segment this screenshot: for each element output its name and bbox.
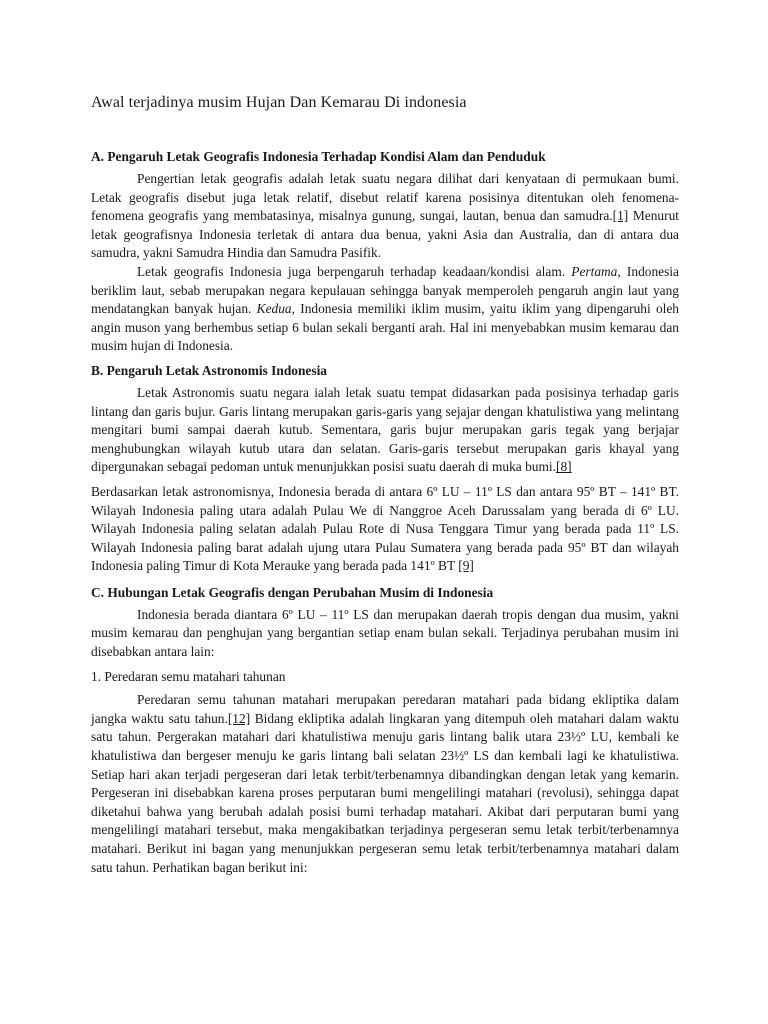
emphasis-pertama: Pertama (571, 263, 618, 279)
document-page (91, 92, 679, 883)
section-a-paragraph-2-part-a: Letak geografis Indonesia juga berpengaruh terhadap keadaan/kondisi alam. (137, 263, 572, 279)
section-a-paragraph-1-tail: Menurut letak geografisnya Indonesia terletak di antara dua benua, yakni Asia dan Australia, dan di antara dua samudra, yakni Samudra Hindia dan Samudra Pasifik. (91, 208, 679, 261)
section-c-paragraph-1: Indonesia berada diantara 6º LU – 11º LS dan merupakan daerah tropis dengan dua musim, yakni musim kemarau dan penghujan yang bergantian setiap enam bulan sekali. Terjadinya perubahan musim ini disebabkan antara lain: (91, 606, 679, 660)
section-a-paragraph-1-text: Pengertian letak geografis adalah letak suatu negara dilihat dari kenyataan di permukaan bumi. Letak geografis disebut juga letak relatif, disebut relatif karena posisinya ditentukan oleh fenomena-fenomena geografis yang membatasinya, misalnya gunung, sungai, lautan, benua dan samudra. (91, 171, 679, 224)
emphasis-kedua: Kedua (256, 301, 292, 317)
footnote-ref-8[interactable]: [8] (555, 459, 572, 475)
section-c-paragraph-2 (91, 691, 679, 877)
section-a-heading: A. Pengaruh Letak Geografis Indonesia Terhadap Kondisi Alam dan Penduduk (91, 149, 546, 164)
section-b-paragraph-2 (91, 483, 679, 576)
section-a-paragraph-2 (91, 263, 679, 356)
section-b-heading: B. Pengaruh Letak Astronomis Indonesia (91, 362, 327, 378)
section-a-paragraph-2-part-c: , Indonesia memiliki iklim musim, yaitu iklim yang dipengaruhi oleh angin muson yang berhembus setiap 6 bulan sekali berganti arah. Hal ini menyebabkan musim kemarau dan musim hujan di Indonesia. (91, 301, 680, 354)
section-c-paragraph-2-tail: Bidang ekliptika adalah lingkaran yang ditempuh oleh matahari dalam waktu satu tahun. Pergerakan matahari dari khatulistiwa menuju garis lintang balik utara 23½º LU, kembali ke khatulistiwa dan bergeser menuju ke garis lintang bali selatan 23½º LS dan kembali lagi ke khatulistiwa. Setiap hari akan terjadi pergeseran dari letak terbit/terbenamnya dibandingkan dengan letak yang kemarin. Pergeseran ini disebabkan karena proses perputaran bumi mengelilingi matahari (revolusi), sehingga dapat diketahui bahwa yang berubah adalah posisi bumi terhadap matahari. Akibat dari perputaran bumi yang mengelilingi matahari tersebut, maka mengakibatkan terjadinya pergeseran semu letak terbit/terbenamnya matahari. Berikut ini bagan yang menunjukkan pergeseran semu letak terbit/terbenamnya matahari dalam satu tahun. Perhatikan bagan berikut ini: (91, 710, 679, 875)
section-c-heading: C. Hubungan Letak Geografis dengan Perubahan Musim di Indonesia (91, 584, 494, 600)
footnote-ref-9[interactable]: [9] (458, 558, 474, 574)
section-b-paragraph-1-text: Letak Astronomis suatu negara ialah letak suatu tempat didasarkan pada posisinya terhadap garis lintang dan garis bujur. Garis lintang merupakan garis-garis yang sejajar dengan khatulistiwa yang melintang mengitari bumi sampai daerah kutub. Sementara, garis bujur merupakan garis tegak yang berjajar menghubungkan wilayah kutub utara dan selatan. Garis-garis tersebut merupakan garis khayal yang dipergunakan sebagai pedoman untuk menunjukkan posisi suatu daerah di muka bumi. (91, 384, 679, 475)
section-c-paragraph-2-text: Peredaran semu tahunan matahari merupakan peredaran matahari pada bidang ekliptika dalam jangka waktu satu tahun. (91, 692, 679, 726)
section-c-subheading-1: 1. Peredaran semu matahari tahunan (91, 668, 286, 684)
section-a-paragraph-1 (91, 170, 679, 263)
footnote-ref-12[interactable]: [12] (227, 710, 251, 726)
section-b-paragraph-2-text: Berdasarkan letak astronomisnya, Indonesia berada di antara 6º LU – 11º LS dan antara 95º BT – 141º BT. Wilayah Indonesia paling utara adalah Pulau We di Nanggroe Aceh Darussalam yang berada di 6º LU. Wilayah Indonesia paling selatan adalah Pulau Rote di Nusa Tenggara Timur yang berada pada 11º LS. Wilayah Indonesia paling barat adalah ujung utara Pulau Sumatera yang berada pada 95º BT dan wilayah Indonesia paling Timur di Kota Merauke yang berada pada 141º BT (91, 483, 679, 574)
document-title: Awal terjadinya musim Hujan Dan Kemarau Di indonesia (91, 94, 467, 111)
footnote-ref-1[interactable]: [1] (612, 208, 629, 224)
section-b-paragraph-1 (91, 384, 679, 477)
section-a-paragraph-2-part-b: , Indonesia beriklim laut, sebab merupakan negara kepulauan sehingga banyak memperoleh pengaruh angin laut yang mendatangkan banyak hujan. (91, 263, 679, 317)
